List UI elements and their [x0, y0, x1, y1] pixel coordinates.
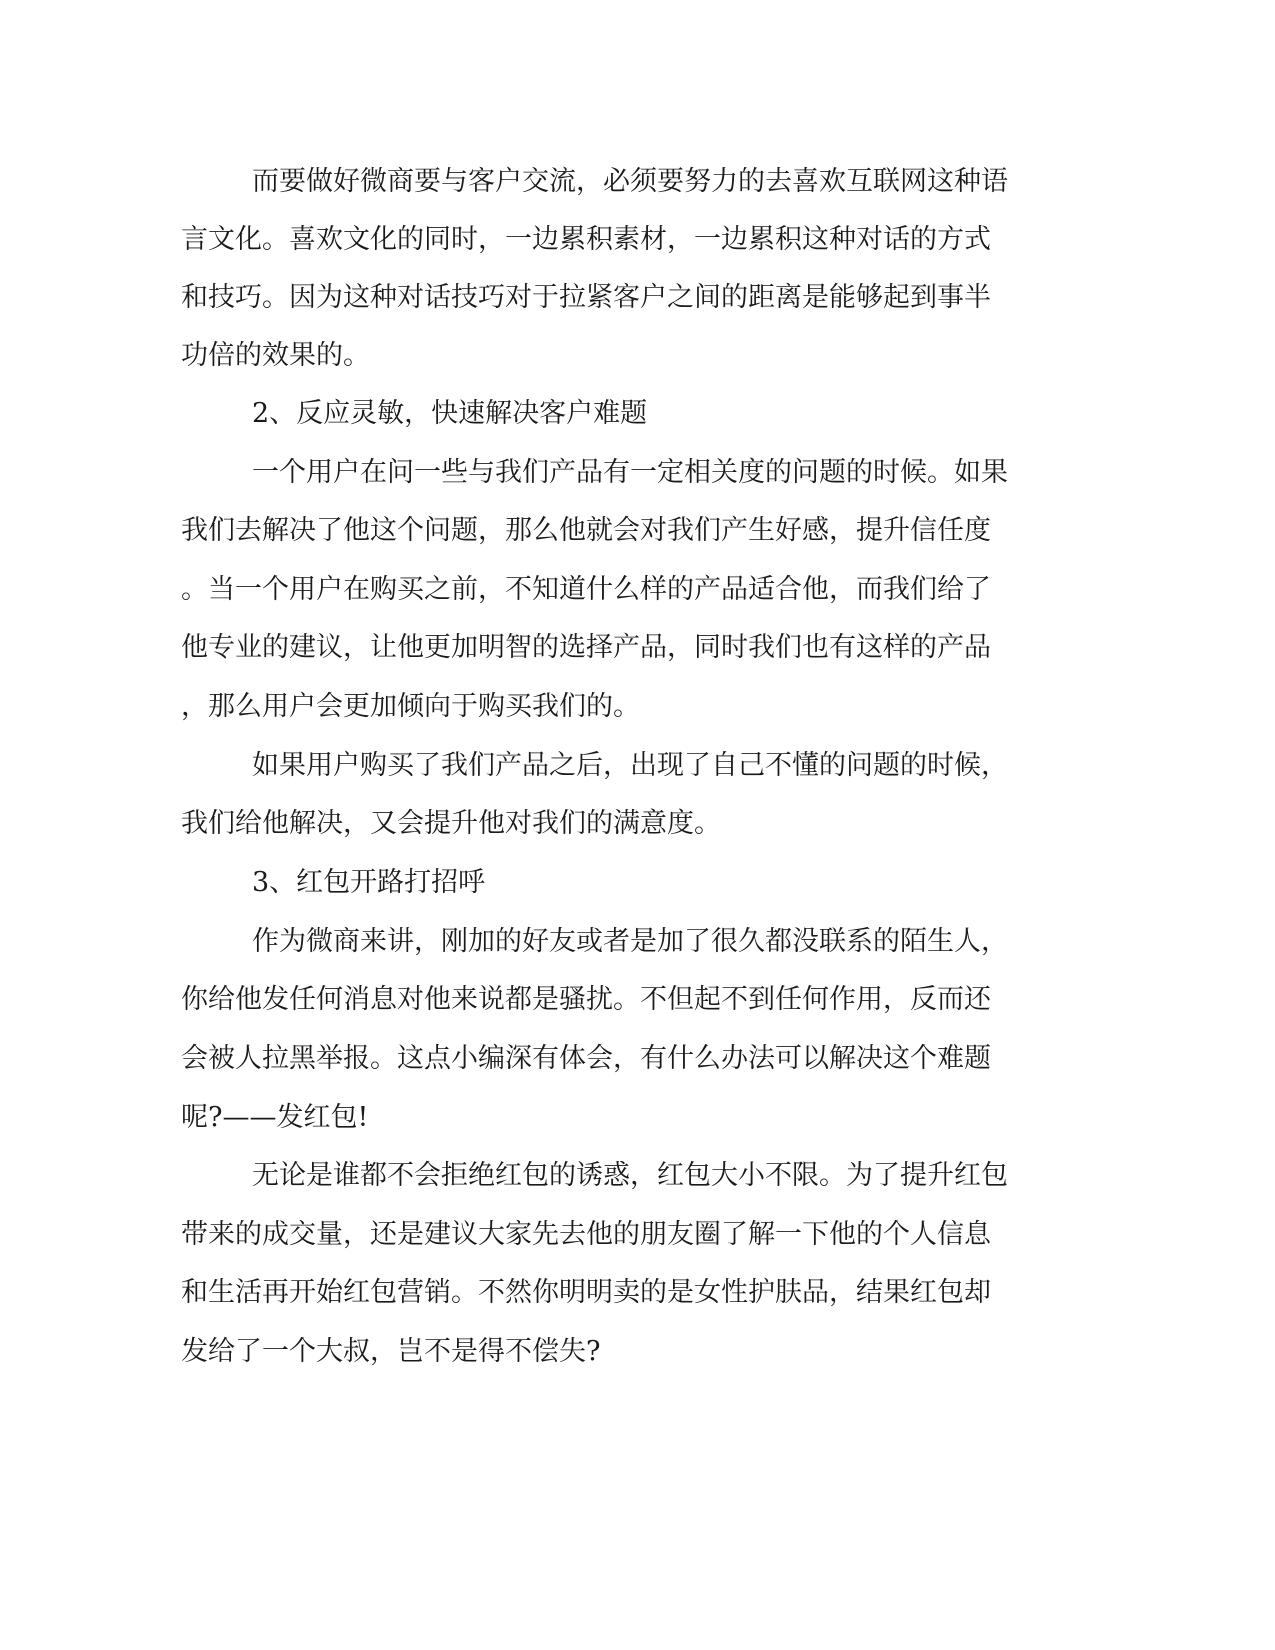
text-line: 如果用户购买了我们产品之后，出现了自己不懂的问题的时候， [252, 750, 1008, 781]
text-line: 他专业的建议，让他更加明智的选择产品，同时我们也有这样的产品 [181, 632, 991, 663]
text-line: 无论是谁都不会拒绝红包的诱惑，红包大小不限。为了提升红包 [252, 1160, 1008, 1191]
text-line: 一个用户在问一些与我们产品有一定相关度的问题的时候。如果 [252, 457, 1008, 488]
text-line: 和技巧。因为这种对话技巧对于拉紧客户之间的距离是能够起到事半 [181, 282, 991, 313]
text-line: 会被人拉黑举报。这点小编深有体会，有什么办法可以解决这个难题 [181, 1043, 991, 1074]
text-line: 和生活再开始红包营销。不然你明明卖的是女性护肤品，结果红包却 [181, 1277, 991, 1308]
text-line: 言文化。喜欢文化的同时，一边累积素材，一边累积这种对话的方式 [181, 224, 991, 255]
text-line: 带来的成交量，还是建议大家先去他的朋友圈了解一下他的个人信息 [181, 1219, 991, 1250]
section-heading: 3、红包开路打招呼 [252, 867, 486, 898]
text-line: 我们给他解决，又会提升他对我们的满意度。 [181, 808, 721, 839]
text-line: 你给他发任何消息对他来说都是骚扰。不但起不到任何作用，反而还 [181, 984, 991, 1015]
text-line: 作为微商来讲，刚加的好友或者是加了很久都没联系的陌生人， [252, 926, 1008, 957]
section-heading: 2、反应灵敏，快速解决客户难题 [252, 398, 648, 429]
text-line: 。当一个用户在购买之前，不知道什么样的产品适合他，而我们给了 [181, 574, 991, 605]
text-line: 呢?——发红包! [181, 1102, 369, 1133]
text-line: 功倍的效果的。 [181, 340, 370, 371]
text-line: 发给了一个大叔，岂不是得不偿失? [181, 1336, 601, 1367]
text-line: 我们去解决了他这个问题，那么他就会对我们产生好感，提升信任度 [181, 515, 991, 546]
text-line: ，那么用户会更加倾向于购买我们的。 [181, 691, 640, 722]
text-line: 而要做好微商要与客户交流，必须要努力的去喜欢互联网这种语 [252, 166, 1008, 197]
